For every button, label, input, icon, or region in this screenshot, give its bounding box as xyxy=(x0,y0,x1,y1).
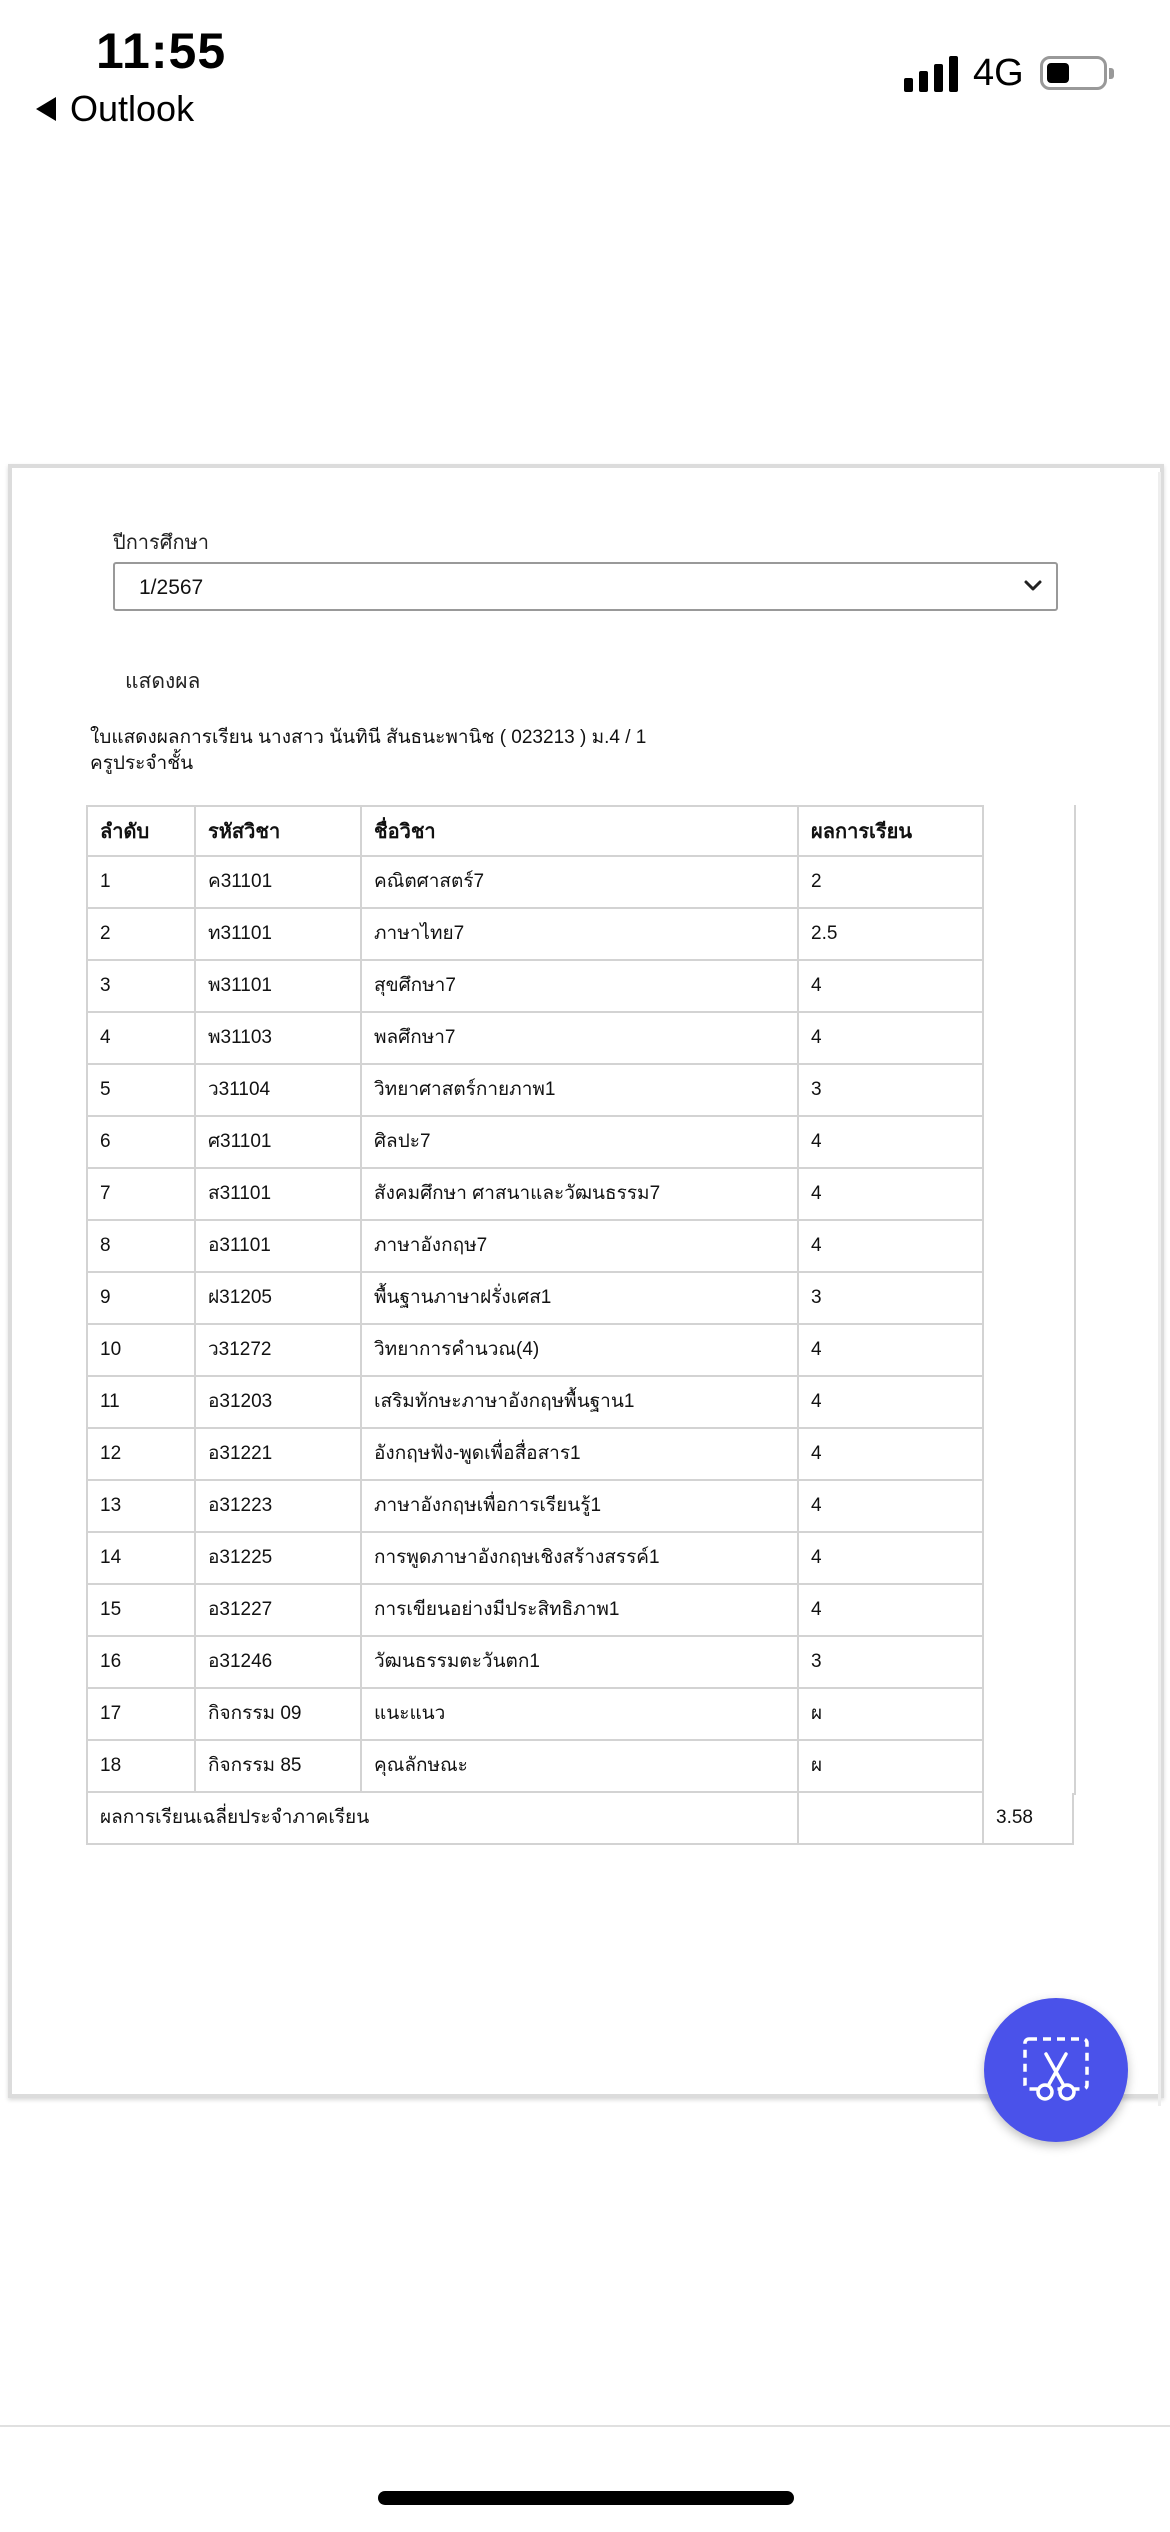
order-cell: 13 xyxy=(86,1481,196,1533)
order-cell: 4 xyxy=(86,1013,196,1065)
subject-code-cell: ว31272 xyxy=(196,1325,362,1377)
academic-year-value: 1/2567 xyxy=(139,576,204,599)
cellular-signal-icon xyxy=(904,56,958,92)
summary-label: ผลการเรียนเฉลี่ยประจำภาคเรียน xyxy=(86,1793,799,1845)
header-subject-name: ชื่อวิชา xyxy=(362,805,799,857)
subject-name-cell: พลศึกษา7 xyxy=(362,1013,799,1065)
back-app-label: Outlook xyxy=(70,88,195,129)
summary-row xyxy=(86,1793,1074,1845)
header-grade: ผลการเรียน xyxy=(799,805,984,857)
subject-name-cell: อังกฤษฟัง-พูดเพื่อสื่อสาร1 xyxy=(362,1429,799,1481)
homeroom-teacher-label: ครูประจำชั้น xyxy=(90,753,194,774)
subject-name-cell: วิทยาศาสตร์กายภาพ1 xyxy=(362,1065,799,1117)
subject-name-cell: การพูดภาษาอังกฤษเชิงสร้างสรรค์1 xyxy=(362,1533,799,1585)
subject-code-cell: ฝ31205 xyxy=(196,1273,362,1325)
grade-cell: 2.5 xyxy=(799,909,984,961)
order-cell: 8 xyxy=(86,1221,196,1273)
grade-cell: 4 xyxy=(799,1013,984,1065)
subject-name-cell: คณิตศาสตร์7 xyxy=(362,857,799,909)
subject-name-cell: ศิลปะ7 xyxy=(362,1117,799,1169)
order-cell: 1 xyxy=(86,857,196,909)
grade-cell: 4 xyxy=(799,1221,984,1273)
grade-cell: ผ xyxy=(799,1689,984,1741)
subject-name-cell: สุขศึกษา7 xyxy=(362,961,799,1013)
grade-cell: 4 xyxy=(799,1377,984,1429)
status-time: 11:55 xyxy=(96,23,227,79)
subject-code-cell: อ31223 xyxy=(196,1481,362,1533)
subject-code-cell: ว31104 xyxy=(196,1065,362,1117)
order-cell: 3 xyxy=(86,961,196,1013)
subject-code-cell: อ31227 xyxy=(196,1585,362,1637)
header-order: ลำดับ xyxy=(86,805,196,857)
subject-code-cell: อ31101 xyxy=(196,1221,362,1273)
order-cell: 9 xyxy=(86,1273,196,1325)
subject-name-cell: คุณลักษณะ xyxy=(362,1741,799,1793)
subject-code-cell: อ31225 xyxy=(196,1533,362,1585)
subject-code-cell: อ31246 xyxy=(196,1637,362,1689)
order-cell: 2 xyxy=(86,909,196,961)
screenshot-crop-button[interactable] xyxy=(984,1998,1128,2142)
subject-code-cell: กิจกรรม 09 xyxy=(196,1689,362,1741)
academic-year-label: ปีการศึกษา xyxy=(113,532,209,554)
subject-name-cell: วัฒนธรรมตะวันตก1 xyxy=(362,1637,799,1689)
subject-name-cell: พื้นฐานภาษาฝรั่งเศส1 xyxy=(362,1273,799,1325)
grade-cell: 3 xyxy=(799,1273,984,1325)
header-subject-code: รหัสวิชา xyxy=(196,805,362,857)
bottom-divider xyxy=(0,2425,1170,2427)
subject-code-cell: อ31221 xyxy=(196,1429,362,1481)
subject-code-cell: กิจกรรม 85 xyxy=(196,1741,362,1793)
order-cell: 14 xyxy=(86,1533,196,1585)
order-cell: 12 xyxy=(86,1429,196,1481)
subject-name-cell: ภาษาอังกฤษเพื่อการเรียนรู้1 xyxy=(362,1481,799,1533)
back-to-app-link[interactable] xyxy=(36,88,194,130)
order-cell: 10 xyxy=(86,1325,196,1377)
order-cell: 18 xyxy=(86,1741,196,1793)
subject-name-cell: แนะแนว xyxy=(362,1689,799,1741)
subject-code-cell: ศ31101 xyxy=(196,1117,362,1169)
grade-cell: 4 xyxy=(799,1325,984,1377)
order-cell: 11 xyxy=(86,1377,196,1429)
grade-cell: 4 xyxy=(799,961,984,1013)
table-outer-border xyxy=(1074,805,1076,1795)
grade-cell: 3 xyxy=(799,1637,984,1689)
subject-name-cell: เสริมทักษะภาษาอังกฤษพื้นฐาน1 xyxy=(362,1377,799,1429)
subject-code-cell: อ31203 xyxy=(196,1377,362,1429)
subject-name-cell: การเขียนอย่างมีประสิทธิภาพ1 xyxy=(362,1585,799,1637)
subject-name-cell: วิทยาการคำนวณ(4) xyxy=(362,1325,799,1377)
back-triangle-icon xyxy=(36,97,56,121)
subject-code-cell: ท31101 xyxy=(196,909,362,961)
subject-name-cell: ภาษาไทย7 xyxy=(362,909,799,961)
subject-name-cell: สังคมศึกษา ศาสนาและวัฒนธรรม7 xyxy=(362,1169,799,1221)
grade-cell: 4 xyxy=(799,1429,984,1481)
battery-icon xyxy=(1040,56,1107,90)
grade-cell: ผ xyxy=(799,1741,984,1793)
grade-cell: 4 xyxy=(799,1585,984,1637)
chevron-down-icon xyxy=(1022,574,1044,596)
order-cell: 6 xyxy=(86,1117,196,1169)
network-type: 4G xyxy=(973,52,1024,94)
grade-cell: 3 xyxy=(799,1065,984,1117)
subject-code-cell: ส31101 xyxy=(196,1169,362,1221)
academic-year-select[interactable] xyxy=(113,562,1058,611)
report-title: ใบแสดงผลการเรียน นางสาว นันทินี สันธนะพานิช ( 023213 ) ม.4 / 1 xyxy=(90,727,647,748)
subject-code-cell: พ31103 xyxy=(196,1013,362,1065)
order-cell: 5 xyxy=(86,1065,196,1117)
grade-cell: 2 xyxy=(799,857,984,909)
order-cell: 17 xyxy=(86,1689,196,1741)
summary-gpa-value: 3.58 xyxy=(984,1793,1074,1845)
subject-name-cell: ภาษาอังกฤษ7 xyxy=(362,1221,799,1273)
summary-empty-cell xyxy=(799,1793,984,1845)
subject-code-cell: ค31101 xyxy=(196,857,362,909)
home-indicator[interactable] xyxy=(378,2491,794,2505)
show-result-button[interactable]: แสดงผล xyxy=(125,670,201,693)
order-cell: 16 xyxy=(86,1637,196,1689)
grade-cell: 4 xyxy=(799,1481,984,1533)
scissors-select-icon xyxy=(1022,2036,1090,2104)
order-cell: 15 xyxy=(86,1585,196,1637)
grade-cell: 4 xyxy=(799,1117,984,1169)
grade-cell: 4 xyxy=(799,1169,984,1221)
order-cell: 7 xyxy=(86,1169,196,1221)
grade-cell: 4 xyxy=(799,1533,984,1585)
page-edge xyxy=(1158,472,1161,2106)
subject-code-cell: พ31101 xyxy=(196,961,362,1013)
